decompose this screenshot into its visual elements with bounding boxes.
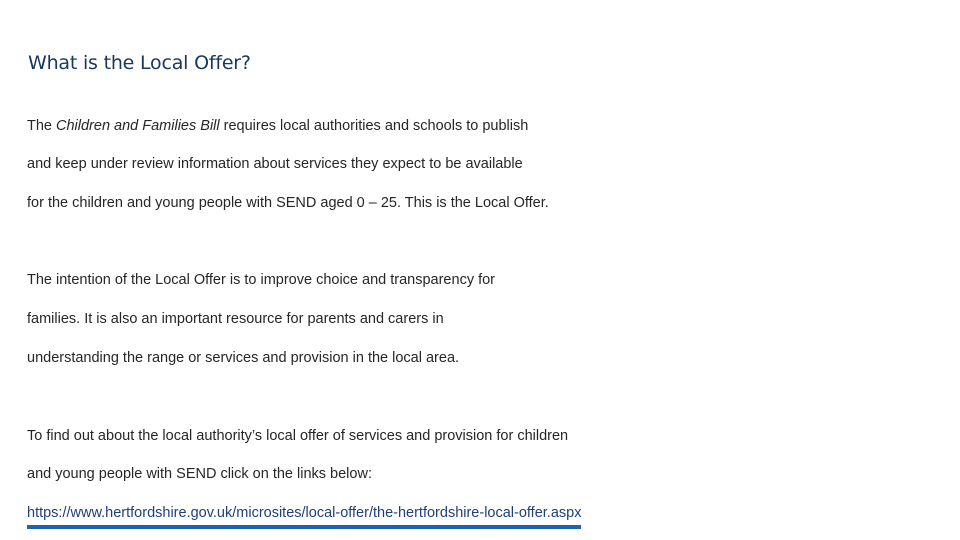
page-title: What is the Local Offer? xyxy=(28,52,251,74)
paragraph-1-line-2: and keep under review information about services they expect to be available xyxy=(27,156,523,172)
bill-name: Children and Families Bill xyxy=(56,118,220,134)
paragraph-2-line-2: families. It is also an important resource for parents and carers in xyxy=(27,311,444,327)
paragraph-1-line-1 xyxy=(27,116,528,136)
paragraph-1-suffix: requires local authorities and schools to publish xyxy=(219,118,529,134)
local-offer-link[interactable]: https://www.hertfordshire.gov.uk/microsites/local-offer/the-hertfordshire-local-offer.aspx xyxy=(27,503,581,529)
paragraph-1-prefix: The xyxy=(27,118,57,134)
paragraph-3-line-2: and young people with SEND click on the links below: xyxy=(27,466,372,482)
paragraph-2-line-3: understanding the range or services and provision in the local area. xyxy=(27,350,460,366)
paragraph-3-line-1: To find out about the local authority’s local offer of services and provision for children xyxy=(27,428,569,444)
paragraph-1-line-3: for the children and young people with SEND aged 0 – 25. This is the Local Offer. xyxy=(27,195,549,211)
paragraph-2-line-1: The intention of the Local Offer is to improve choice and transparency for xyxy=(27,272,496,288)
